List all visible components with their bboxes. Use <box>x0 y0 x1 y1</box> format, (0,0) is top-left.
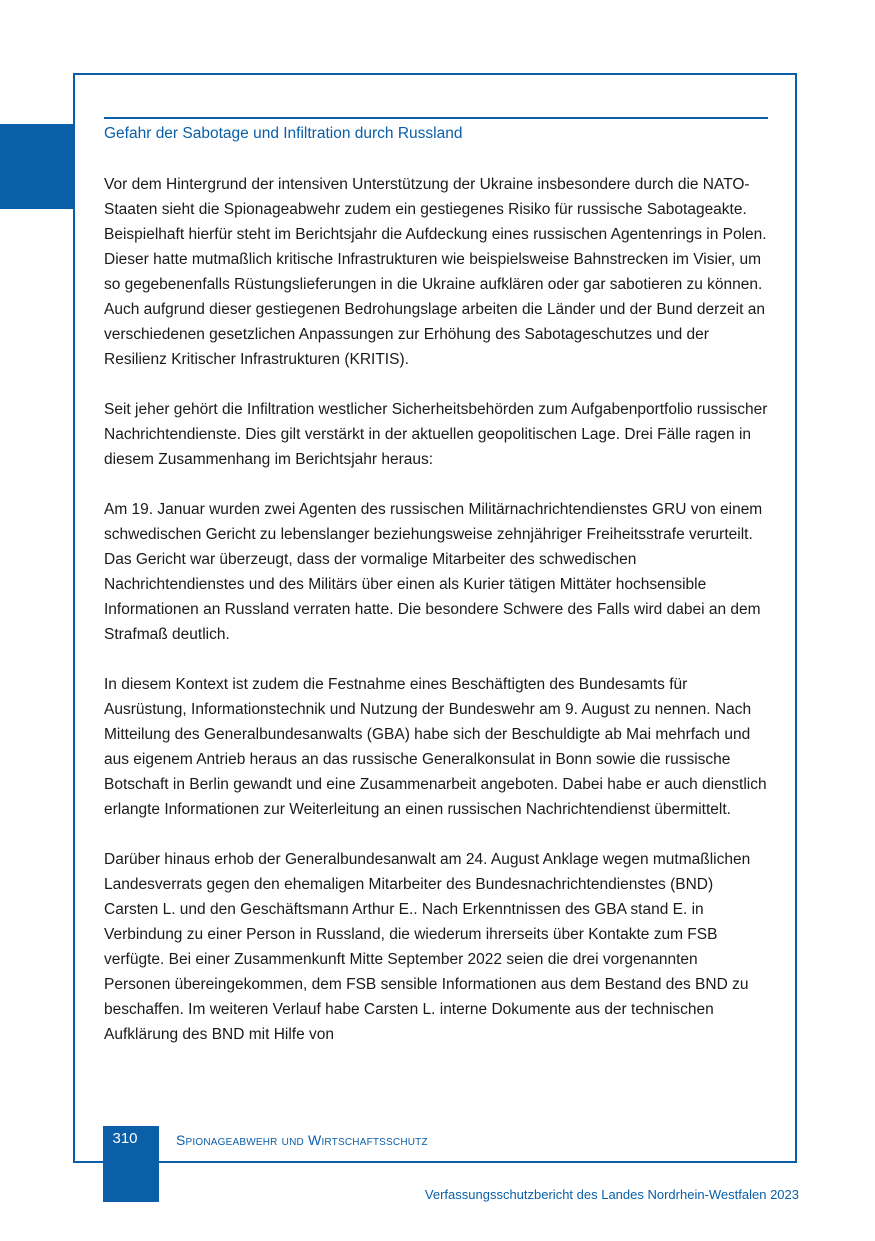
section-heading: Gefahr der Sabotage und Infiltration durch Russland <box>104 125 463 142</box>
paragraph-gru-case: Am 19. Januar wurden zwei Agenten des russischen Militärnachrichtendienstes GRU von einem schwedischen Gericht zu lebenslanger beziehungsweise zehnjähriger Freiheitsstrafe verurteilt. Das Gericht war überzeugt, dass der vormalige Mitarbeiter des schwedischen Nachrichtendienstes und des Militärs über einen als Kurier tätigen Mittäter hochsensible Informationen an Russland verraten hatte. Die besondere Schwere des Falls wird dabei an dem Strafmaß deutlich. <box>104 501 763 643</box>
heading-divider <box>104 117 768 119</box>
body-text <box>104 172 768 1072</box>
running-title: Spionageabwehr und Wirtschaftsschutz <box>176 1132 428 1148</box>
paragraph-bundeswehr-case: In diesem Kontext ist zudem die Festnahme eines Beschäftigten des Bundesamts für Ausrüstung, Informationstechnik und Nutzung der Bundeswehr am 9. August zu nennen. Nach Mitteilung des Generalbundesanwalts (GBA) habe sich der Beschuldigte ab Mai mehrfach und aus eigenem Antrieb heraus an das russische Generalkonsulat in Bonn sowie die russische Botschaft in Berlin gewandt und eine Zusammenarbeit angeboten. Dabei habe er auch dienstlich erlangte Informationen zur Weiterleitung an einen russischen Nachrichtendienst übermittelt. <box>104 676 767 818</box>
paragraph-bnd-case: Darüber hinaus erhob der Generalbundesanwalt am 24. August Anklage wegen mutmaßlichen Landesverrats gegen den ehemaligen Mitarbeiter des Bundesnachrichtendienstes (BND) Carsten L. und den Geschäftsmann Arthur E.. Nach Erkenntnissen des GBA stand E. in Verbindung zu einer Person in Russland, die wiederum ihrerseits über Kontakte zum FSB verfügte. Bei einer Zusammenkunft Mitte September 2022 seien die drei vorgenannten Personen übereingekommen, dem FSB sensible Informationen aus dem Bestand des BND zu beschaffen. Im weiteren Verlauf habe Carsten L. interne Dokumente aus der technischen Aufklärung des BND mit Hilfe von <box>104 851 751 1043</box>
publication-credit: Verfassungsschutzbericht des Landes Nordrhein-Westfalen 2023 <box>424 1187 799 1202</box>
page-number: 310 <box>112 1130 138 1147</box>
paragraph-sabotage: Vor dem Hintergrund der intensiven Unterstützung der Ukraine insbesondere durch die NATO-Staaten sieht die Spionageabwehr zudem ein gestiegenes Risiko für russische Sabotageakte. Beispielhaft hierfür steht im Berichtsjahr die Aufdeckung eines russischen Agentenrings in Polen. Dieser hatte mutmaßlich kritische Infrastrukturen wie beispielsweise Bahnstrecken im Visier, um so gegebenenfalls Rüstungslieferungen in die Ukraine aufklären oder gar sabotieren zu können. Auch aufgrund dieser gestiegenen Bedrohungslage arbeiten die Länder und der Bund derzeit an verschiedenen gesetzlichen Anpassungen zur Erhöhung des Sabotageschutzes und der Resilienz Kritischer Infrastrukturen (KRITIS). <box>104 176 767 368</box>
chapter-tab-marker <box>0 124 74 209</box>
paragraph-infiltration: Seit jeher gehört die Infiltration westlicher Sicherheitsbehörden zum Aufgabenportfolio russischer Nachrichtendienste. Dies gilt verstärkt in der aktuellen geopolitischen Lage. Drei Fälle ragen in diesem Zusammenhang im Berichtsjahr heraus: <box>104 401 768 468</box>
